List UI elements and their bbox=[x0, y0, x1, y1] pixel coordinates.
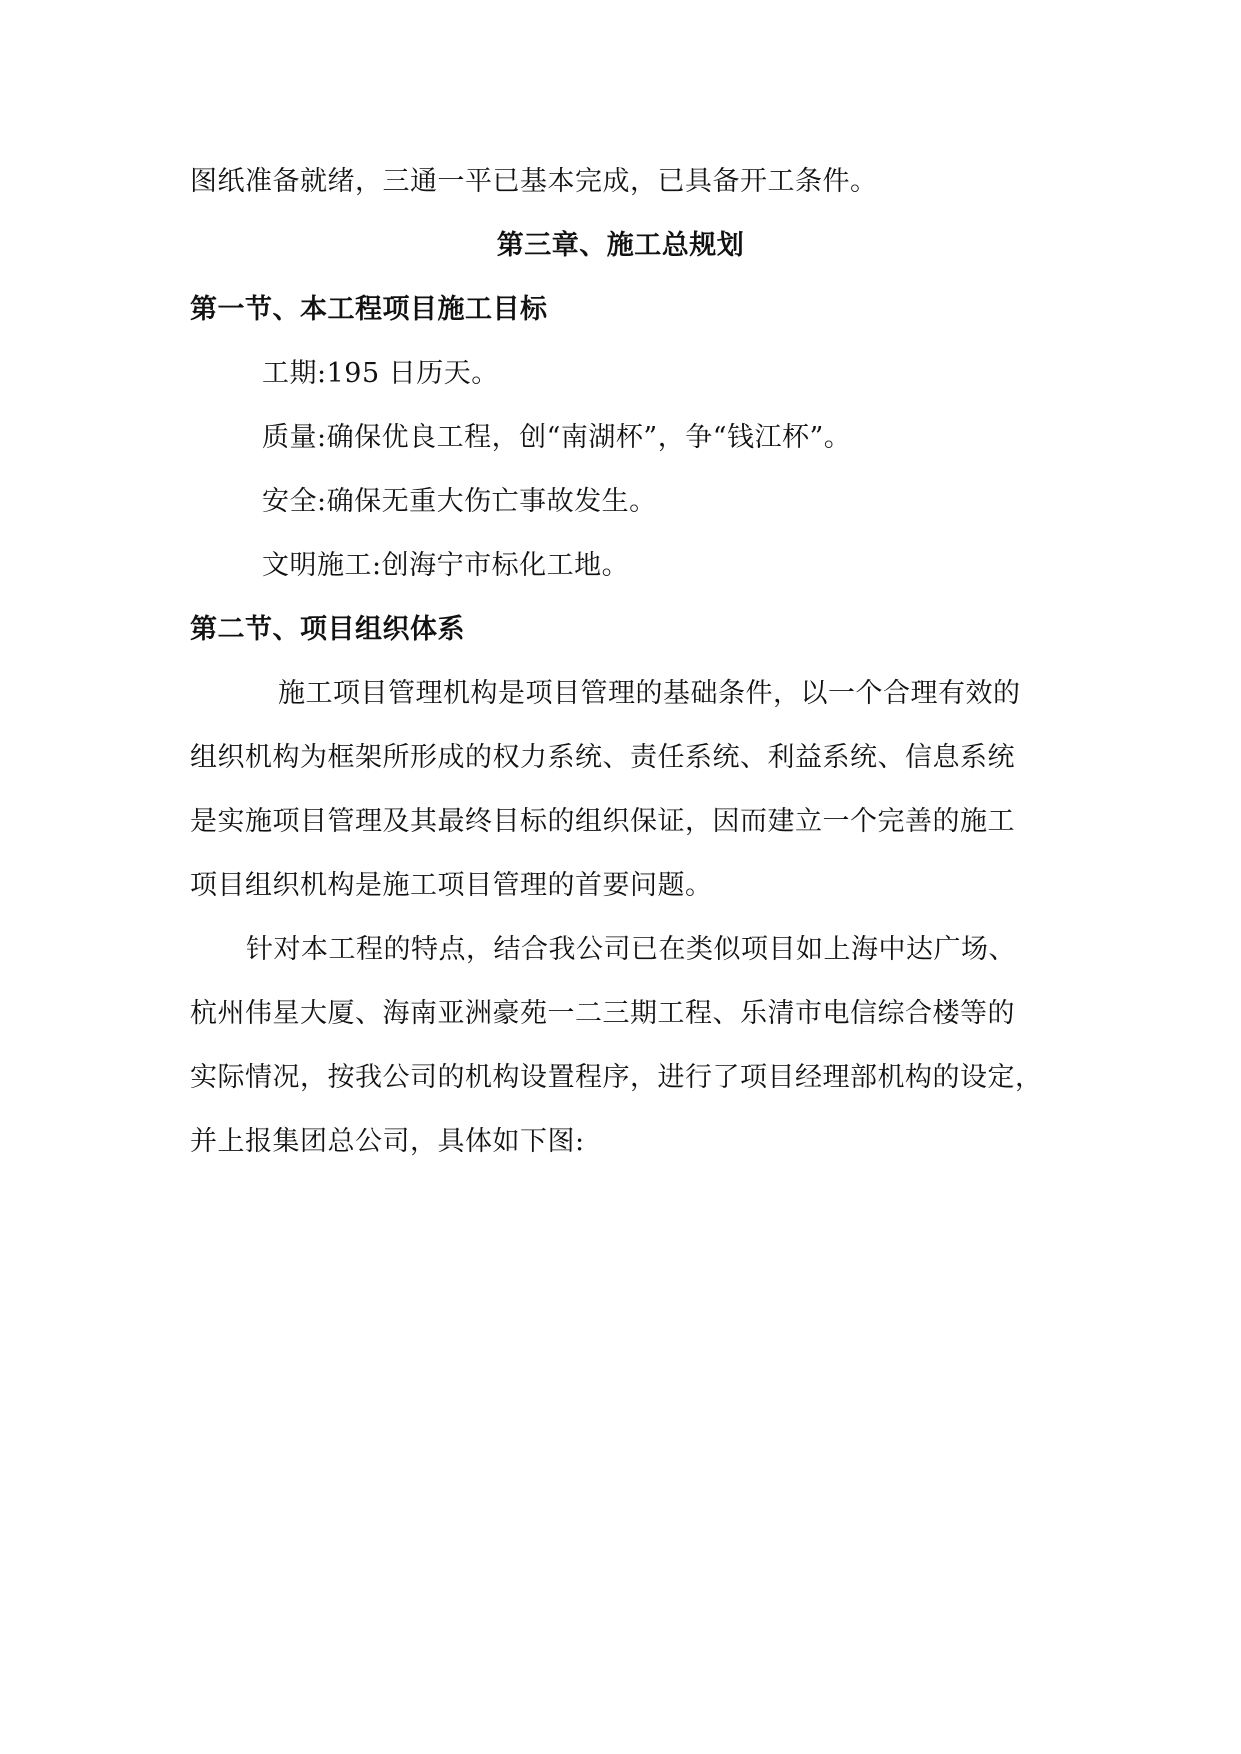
chapter-title: 第三章、施工总规划 bbox=[496, 230, 745, 261]
section-title-1: 第一节、本工程项目施工目标 bbox=[190, 294, 548, 325]
paragraph-1-line-2: 组织机构为框架所形成的权力系统、责任系统、利益系统、信息系统 bbox=[190, 742, 1015, 773]
goal-item-schedule: 工期:195 日历天。 bbox=[262, 358, 499, 389]
paragraph-1-line-3: 是实施项目管理及其最终目标的组织保证，因而建立一个完善的施工 bbox=[190, 806, 1015, 837]
paragraph-1-line-4: 项目组织机构是施工项目管理的首要问题。 bbox=[190, 870, 713, 901]
paragraph-2-line-1: 针对本工程的特点，结合我公司已在类似项目如上海中达广场、 bbox=[246, 934, 1016, 965]
goal-item-safety: 安全:确保无重大伤亡事故发生。 bbox=[262, 486, 657, 517]
goal-item-quality: 质量:确保优良工程，创“南湖杯”，争“钱江杯”。 bbox=[262, 422, 852, 453]
paragraph-2-line-2: 杭州伟星大厦、海南亚洲豪苑一二三期工程、乐清市电信综合楼等的 bbox=[190, 998, 1015, 1029]
paragraph-2-line-4: 并上报集团总公司，具体如下图: bbox=[190, 1126, 585, 1157]
body-line-intro: 图纸准备就绪，三通一平已基本完成，已具备开工条件。 bbox=[190, 166, 878, 197]
section-title-2: 第二节、项目组织体系 bbox=[190, 614, 465, 645]
paragraph-2-line-3: 实际情况，按我公司的机构设置程序，进行了项目经理部机构的设定， bbox=[190, 1062, 1043, 1093]
paragraph-1-line-1: 施工项目管理机构是项目管理的基础条件，以一个合理有效的 bbox=[278, 678, 1021, 709]
goal-item-civilized: 文明施工:创海宁市标化工地。 bbox=[262, 550, 630, 581]
